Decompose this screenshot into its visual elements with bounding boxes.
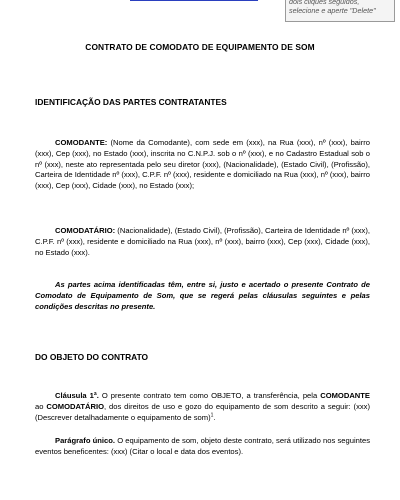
partes-paragraph [35,280,370,312]
footnote-marker[interactable]: 1 [210,412,214,419]
document-title: CONTRATO DE COMODATO DE EQUIPAMENTO DE SOM [85,42,315,52]
clausula-end: . [213,412,216,422]
clausula-text-2: ao [35,401,47,411]
note-line-2: selecione e aperte "Delete" [289,5,376,15]
section-heading-objeto: DO OBJETO DO CONTRATO [35,352,149,362]
comodante-paragraph [35,138,370,192]
comodatario-paragraph [35,226,370,258]
comodatario-text: (Nacionalidade), (Estado Civil), (Profissão), Carteira de Identidade nº (xxx), C.P.F. nº (xxx), residente e domiciliado na Rua (xxx), nº (xxx), bairro (xxx), Cep (xxx), Cidade (xxx), no Estado (xxx). [35,226,370,257]
top-link[interactable] [130,0,275,1]
paragrafo-label: Parágrafo único. [55,436,115,445]
partes-text: As partes acima identificadas têm, entre si, justo e acertado o presente Contrato de Comodato de Equipamento de Som, que se regerá pelas cláusulas seguintes e pelas condições descritas no presente. [35,280,370,311]
clausula-text-1: O presente contrato tem como OBJETO, a transferência, pela [98,391,321,400]
paragrafo-unico [35,436,370,458]
note-line-1: dois cliques seguidos, [289,0,360,6]
comodatario-label: COMODATÁRIO: [55,226,116,235]
clausula-label: Cláusula 1ª. [55,391,99,400]
clausula-comodante: COMODANTE [320,391,370,400]
comodante-text: (Nome da Comodante), com sede em (xxx), na Rua (xxx), nº (xxx), bairro (xxx), Cep (xxx), no Estado (xxx), inscrita no C.N.P.J. sob o nº (xxx), e no Cadastro Estadual sob o nº (xxx), neste ato representada pelo seu diretor (xxx), (Nacionalidade), (Estado Civil), (Profissão), Carteira de Identidade nº (xxx), C.P.F. nº (xxx), residente e domiciliado na Rua (xxx), nº (xxx), bairro (xxx), Cep (xxx), Cidade (xxx), no Estado (xxx); [35,138,370,191]
instruction-note [285,0,395,22]
section-heading-identificacao: IDENTIFICAÇÃO DAS PARTES CONTRATANTES [35,97,227,107]
paragrafo-text: O equipamento de som, objeto deste contrato, será utilizado nos seguintes eventos beneficentes: (xxx) (Citar o local e data dos eventos). [35,436,370,456]
comodante-label: COMODANTE: [55,138,108,147]
clausula-text-3: , dos direitos de uso e gozo do equipamento de som descrito a seguir: (xxx) (Descrever detalhadamente o equipamento de som) [35,401,371,422]
clausula-comodatario: COMODATÁRIO [46,401,105,411]
clausula-paragraph [35,391,370,423]
